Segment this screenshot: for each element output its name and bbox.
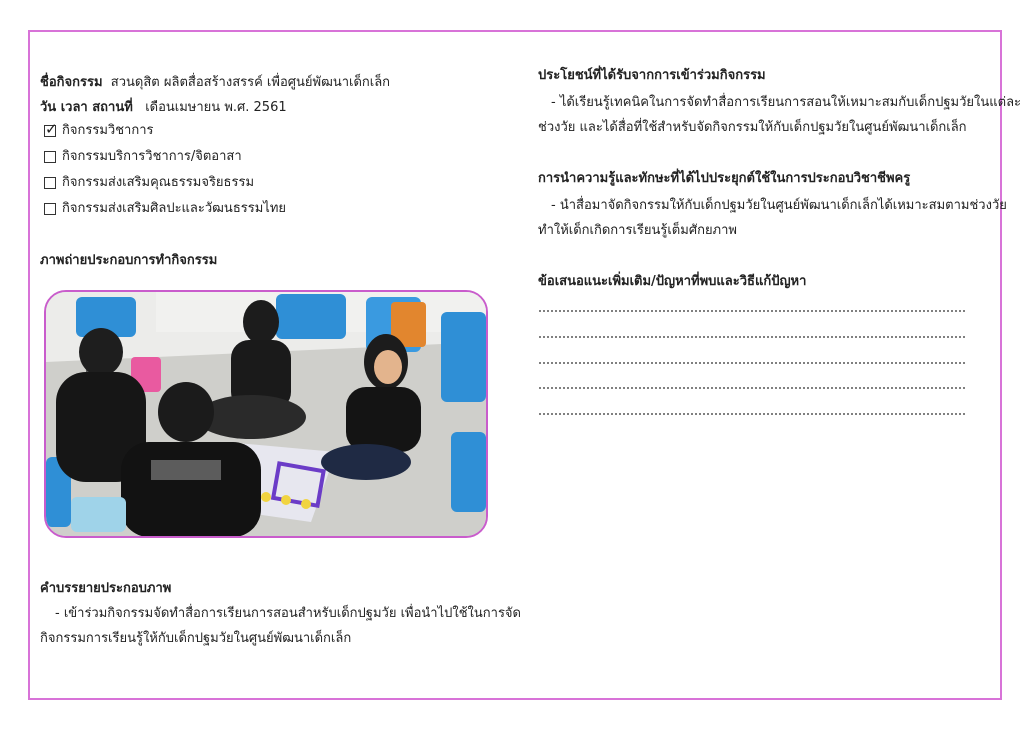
activity-name-label: ชื่อกิจกรรม [40, 75, 103, 90]
activity-photo [44, 290, 488, 538]
caption-heading: คำบรรยายประกอบภาพ [40, 581, 172, 596]
category-service-label: กิจกรรมบริการวิชาการ/จิตอาสา [62, 149, 242, 164]
category-academic-label: กิจกรรมวิชาการ [62, 123, 154, 138]
suggestion-line[interactable] [538, 413, 966, 415]
photo-heading: ภาพถ่ายประกอบการทำกิจกรรม [40, 253, 218, 268]
checkmark-icon: ✓ [45, 120, 58, 138]
benefits-line-2: ช่วงวัย และได้สื่อที่ใช้สำหรับจัดกิจกรรมให้กับเด็กปฐมวัยในศูนย์พัฒนาเด็กเล็ก [538, 120, 967, 135]
activity-photo-illustration [46, 292, 486, 536]
category-ethics-label: กิจกรรมส่งเสริมคุณธรรมจริยธรรม [62, 175, 255, 190]
suggestions-heading: ข้อเสนอแนะเพิ่มเติม/ปัญหาที่พบและวิธีแก้ปัญหา [538, 274, 807, 289]
activity-when-row [40, 99, 287, 117]
activity-name-value: สวนดุสิต ผลิตสื่อสร้างสรรค์ เพื่อศูนย์พัฒนาเด็กเล็ก [110, 75, 391, 90]
checkbox-academic[interactable] [44, 120, 58, 138]
category-culture-label: กิจกรรมส่งเสริมศิลปะและวัฒนธรรมไทย [62, 201, 287, 216]
checkbox-culture[interactable] [44, 203, 56, 215]
activity-when-value: เดือนเมษายน พ.ศ. 2561 [145, 100, 287, 115]
activity-when-label: วัน เวลา สถานที่ [40, 100, 133, 115]
benefits-heading: ประโยชน์ที่ได้รับจากการเข้าร่วมกิจกรรม [538, 68, 766, 83]
suggestion-line[interactable] [538, 336, 966, 338]
checkbox-ethics[interactable] [44, 177, 56, 189]
caption-line-1: - เข้าร่วมกิจกรรมจัดทำสื่อการเรียนการสอนสำหรับเด็กปฐมวัย เพื่อนำไปใช้ในการจัด [55, 606, 521, 621]
suggestion-line[interactable] [538, 387, 966, 389]
application-heading: การนำความรู้และทักษะที่ได้ไปประยุกต์ใช้ในการประกอบวิชาชีพครู [538, 171, 911, 186]
suggestion-line[interactable] [538, 310, 966, 312]
caption-line-2: กิจกรรมการเรียนรู้ให้กับเด็กปฐมวัยในศูนย์พัฒนาเด็กเล็ก [40, 631, 352, 646]
benefits-line-1: - ได้เรียนรู้เทคนิคในการจัดทำสื่อการเรียนการสอนให้เหมาะสมกับเด็กปฐมวัยในแต่ละ [551, 95, 1022, 110]
checkbox-service[interactable] [44, 151, 56, 163]
activity-name-row [40, 74, 390, 92]
application-line-1: - นำสื่อมาจัดกิจกรรมให้กับเด็กปฐมวัยในศูนย์พัฒนาเด็กเล็กได้เหมาะสมตามช่วงวัย [551, 198, 1007, 213]
suggestion-line[interactable] [538, 362, 966, 364]
application-line-2: ทำให้เด็กเกิดการเรียนรู้เต็มศักยภาพ [538, 223, 737, 238]
